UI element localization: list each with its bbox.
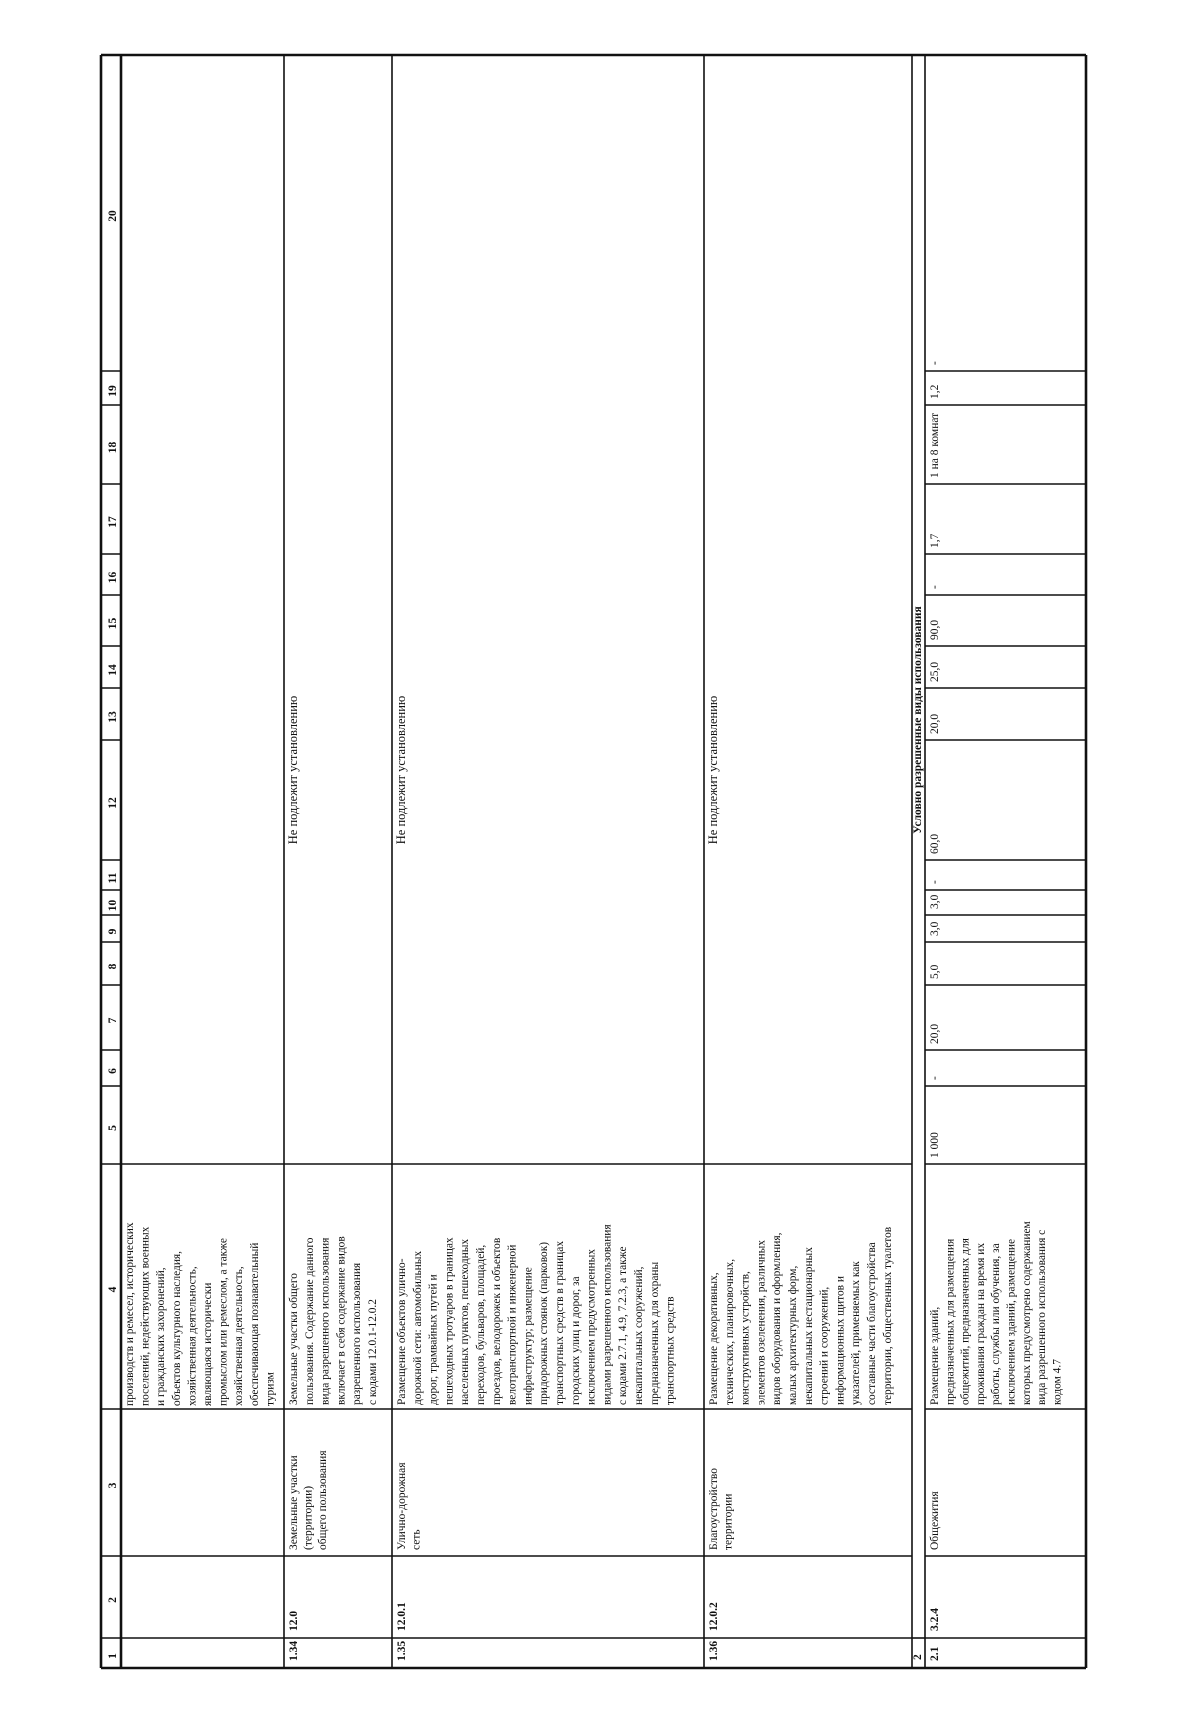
header-number: 9 [107, 928, 119, 935]
header-number: 3 [107, 1482, 119, 1489]
row-name-line: Земельные участки [288, 1455, 300, 1550]
row-code: 12.0 [288, 1610, 300, 1631]
row-number: 1.35 [396, 1640, 408, 1661]
row-description-line: велотранспортной и инженерной [506, 1244, 519, 1405]
row-description-line: дорожной сети: автомобильных [411, 1250, 424, 1405]
row-description-line: включает в себя содержание видов [335, 1236, 348, 1405]
header-number: 5 [107, 1125, 119, 1131]
row-name-line: Улично-дорожная [396, 1462, 408, 1550]
row-description-line: дорог, трамвайных путей и [427, 1274, 440, 1405]
continued-description-line: производств и ремесел, исторических [124, 1222, 136, 1406]
row-description-line: видов оборудования и оформления, [771, 1232, 784, 1405]
header-number: 7 [107, 1017, 119, 1024]
continued-description-line: хозяйственная деятельность, [233, 1266, 246, 1406]
not-applicable-note: Не подлежит установлению [394, 695, 408, 845]
header-number: 20 [107, 210, 119, 222]
section-title: Условно разрешенные виды использования [912, 606, 924, 834]
row-value-19: 1,2 [929, 384, 941, 399]
row-description-line: исключением предусмотренных [585, 1249, 598, 1405]
row-description-line: некапитальных сооружений, [633, 1266, 645, 1405]
continued-description-line: промыслом или ремеслом, а также [217, 1238, 230, 1406]
row-description-line: работы, службы или обучения, за [990, 1243, 1003, 1405]
row-description-line: общежитий, предназначенных для [959, 1238, 972, 1405]
row-description-line: составные части благоустройства [866, 1242, 878, 1405]
row-value-20: - [929, 361, 941, 365]
row-description-line: информационных щитов и [834, 1276, 847, 1405]
row-description-line: предназначенных для охраны [648, 1261, 661, 1405]
header-number: 1 [107, 1653, 119, 1659]
row-name-line: Общежития [929, 1491, 941, 1550]
row-description-line: указателей, применяемых как [850, 1261, 863, 1405]
row-description-line: малых архитектурных форм, [787, 1265, 799, 1405]
header-number: 18 [107, 441, 119, 454]
row-number: 2.1 [929, 1646, 941, 1661]
not-applicable-note: Не подлежит установлению [706, 695, 720, 845]
continued-description-line: туризм [264, 1372, 277, 1406]
continued-description-line: хозяйственная деятельность, [186, 1266, 199, 1406]
row-value-6: - [929, 1076, 941, 1080]
row-description-line: городских улиц и дорог, за [569, 1276, 582, 1405]
continued-description-line: являющаяся исторически [202, 1282, 214, 1406]
row-name-line: Благоустройство [708, 1468, 720, 1550]
row-description-line: проездов, велодорожек и объектов [490, 1237, 503, 1405]
row-description-line: элементов озеленения, различных [755, 1239, 768, 1405]
header-number: 8 [107, 963, 119, 970]
row-value-9: 3,0 [929, 921, 941, 936]
row-value-10: 3,0 [929, 894, 941, 909]
header-number: 6 [107, 1068, 119, 1074]
header-number: 14 [107, 664, 119, 676]
row-description-line: населенных пунктов, пешеходных [459, 1238, 472, 1405]
row-name-line: территории [722, 1493, 735, 1550]
row-description-line: технических, планировочных, [723, 1258, 736, 1405]
header-number: 10 [107, 899, 119, 912]
row-description-line: с кодами 2.7.1, 4.9, 7.2.3, а также [617, 1246, 630, 1405]
row-description-line: Земельные участки общего [288, 1273, 300, 1405]
row-description-line: Размещение объектов улично- [396, 1258, 408, 1405]
row-value-5: 1 000 [929, 1132, 941, 1158]
row-description-line: некапитальных нестационарных [802, 1247, 815, 1405]
section-number: 2 [912, 1654, 924, 1660]
row-value-13: 20,0 [929, 713, 941, 734]
row-name-line: общего пользования [317, 1450, 329, 1550]
row-description-line: вида разрешенного использования с [1036, 1229, 1049, 1405]
continued-description-line: объектов культурного наследия, [170, 1250, 183, 1406]
continued-description-line: поселений, недействующих военных [139, 1226, 152, 1406]
header-number: 16 [107, 571, 119, 584]
row-value-7: 20,0 [929, 1023, 941, 1044]
row-description-line: предназначенных для размещения [944, 1238, 957, 1405]
row-value-15: 90,0 [929, 619, 941, 640]
row-description-line: инфраструктур; размещение [522, 1267, 535, 1405]
header-number: 2 [107, 1597, 119, 1603]
row-code: 3.2.4 [929, 1608, 941, 1631]
row-name-line: (территории) [302, 1485, 315, 1550]
table-grid [101, 55, 1086, 1668]
row-description-line: проживания граждан на время их [974, 1242, 987, 1405]
row-description-line: разрешенного использования [351, 1262, 364, 1405]
row-description-line: вида разрешенного использования [319, 1237, 332, 1405]
header-number: 17 [107, 516, 119, 528]
row-value-18: 1 на 8 комнат [929, 412, 941, 478]
row-description-line: транспортных средств [664, 1296, 677, 1405]
row-name-line: сеть [410, 1529, 423, 1550]
row-description-line: конструктивных устройств, [739, 1271, 752, 1405]
row-description-line: Размещение зданий, [929, 1306, 941, 1405]
row-description-line: кодом 4.7 [1051, 1359, 1064, 1405]
row-value-8: 5,0 [929, 964, 941, 979]
row-description-line: с кодами 12.0.1-12.0.2 [367, 1299, 379, 1405]
header-number: 15 [107, 617, 119, 630]
header-number: 19 [107, 385, 119, 397]
row-value-16: - [929, 585, 941, 589]
row-description-line: транспортных средств в границах [554, 1240, 566, 1405]
row-description-line: территории, общественных туалетов [881, 1226, 894, 1405]
row-code: 12.0.2 [708, 1602, 720, 1631]
row-code: 12.0.1 [396, 1602, 408, 1631]
row-description-line: видами разрешенного использования [601, 1224, 614, 1405]
table-text [107, 210, 1063, 1661]
row-number: 1.34 [288, 1640, 300, 1661]
row-value-11: - [929, 880, 941, 884]
header-number: 4 [107, 1286, 119, 1293]
continued-description-line: и гражданских захоронений, [155, 1267, 168, 1406]
row-number: 1.36 [708, 1640, 720, 1661]
header-number: 12 [107, 797, 119, 809]
row-value-12: 60,0 [929, 833, 941, 854]
header-number: 11 [107, 872, 119, 884]
continued-description-line: обеспечивающая познавательный [248, 1242, 261, 1406]
row-description-line: которых предусмотрено содержанием [1020, 1221, 1033, 1405]
row-description-line: Размещение декоративных, [708, 1272, 720, 1405]
header-number: 13 [107, 711, 119, 723]
not-applicable-note: Не подлежит установлению [286, 695, 300, 845]
row-description-line: пользования. Содержание данного [303, 1237, 316, 1405]
row-value-14: 25,0 [929, 661, 941, 682]
row-description-line: пешеходных тротуаров в границах [443, 1237, 456, 1405]
row-description-line: строений и сооружений, [818, 1286, 831, 1405]
row-description-line: переходов, бульваров, площадей, [475, 1244, 487, 1405]
row-description-line: исключением зданий, размещение [1005, 1238, 1018, 1405]
row-description-line: придорожных стоянок (парковок) [538, 1241, 551, 1405]
row-value-17: 1,7 [929, 533, 941, 548]
